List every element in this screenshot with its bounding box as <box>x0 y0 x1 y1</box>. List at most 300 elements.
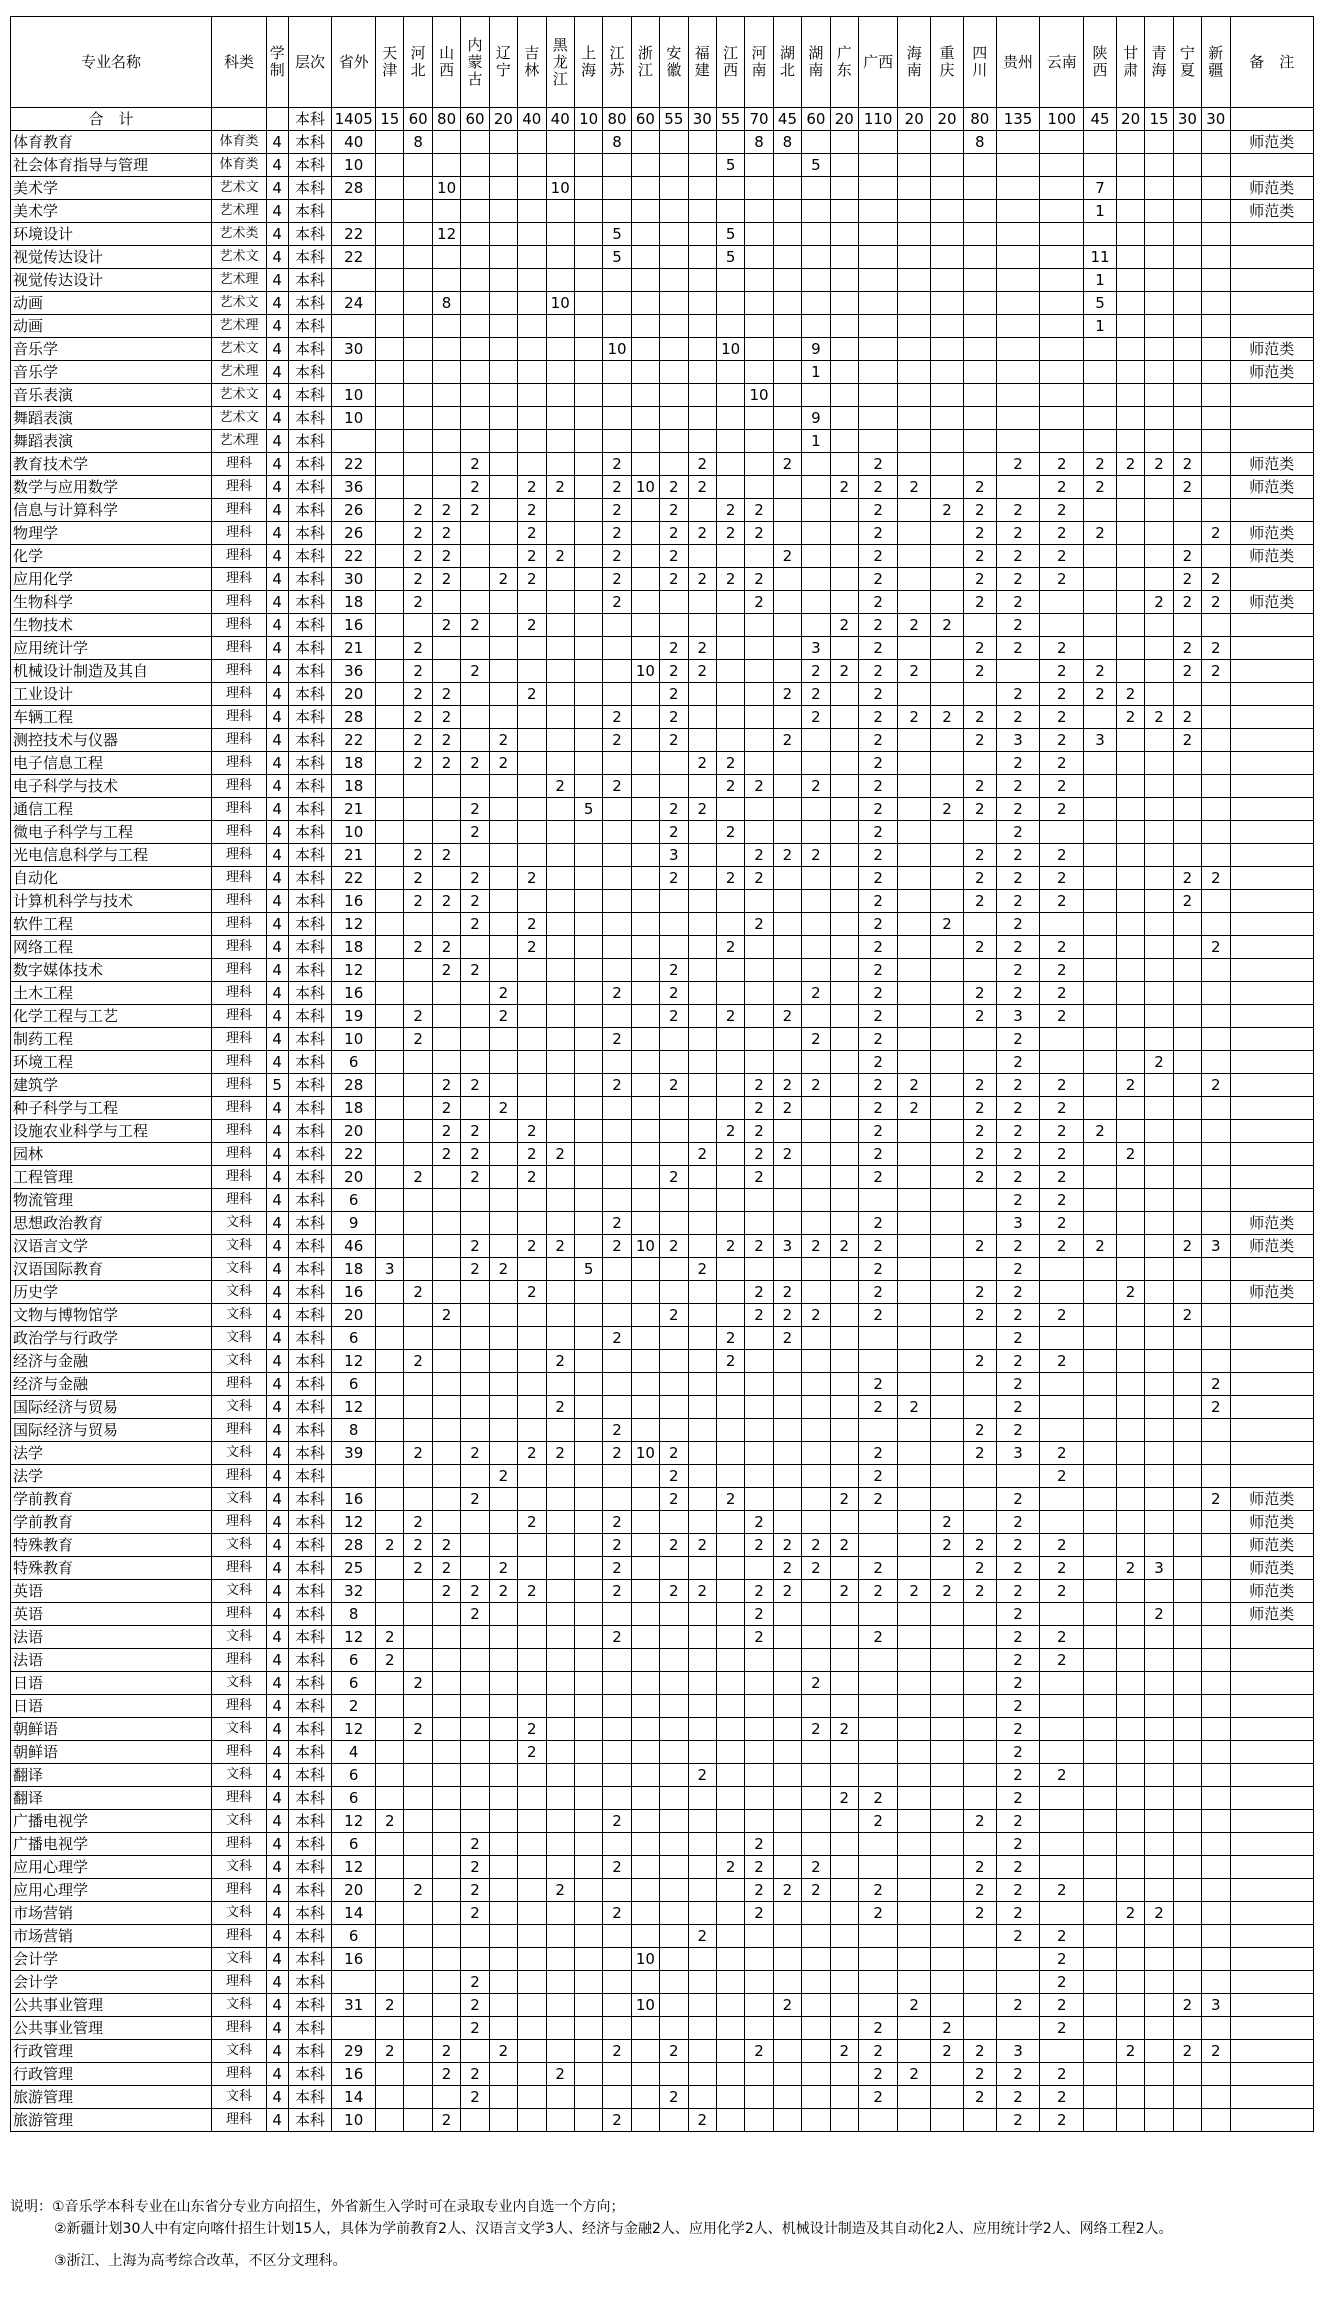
table-cell: 1 <box>1084 269 1117 292</box>
table-cell <box>688 131 716 154</box>
table-cell <box>1173 177 1201 200</box>
table-cell: 2 <box>963 499 996 522</box>
table-cell <box>1084 936 1117 959</box>
table-cell <box>898 1051 931 1074</box>
table-cell <box>931 1856 964 1879</box>
remark-cell: 师范类 <box>1230 1603 1314 1626</box>
table-cell <box>1040 1672 1084 1695</box>
table-cell <box>1145 775 1173 798</box>
table-cell <box>489 315 517 338</box>
table-cell: 2 <box>858 499 897 522</box>
major-name-cell: 音乐学 <box>11 338 212 361</box>
table-row <box>11 1212 1314 1235</box>
table-cell <box>716 1695 744 1718</box>
table-cell: 22 <box>332 246 376 269</box>
table-cell <box>404 913 432 936</box>
table-cell <box>1084 775 1117 798</box>
table-cell <box>574 1051 602 1074</box>
table-cell <box>461 1626 489 1649</box>
table-cell <box>376 269 404 292</box>
table-cell: 12 <box>332 1350 376 1373</box>
table-cell <box>1116 361 1144 384</box>
table-cell: 2 <box>996 1787 1040 1810</box>
table-cell <box>745 177 773 200</box>
table-cell <box>1202 1879 1230 1902</box>
table-cell <box>1173 1764 1201 1787</box>
major-name-cell: 物理学 <box>11 522 212 545</box>
major-name-cell: 思想政治教育 <box>11 1212 212 1235</box>
table-cell <box>1202 223 1230 246</box>
table-cell <box>802 1764 830 1787</box>
table-cell: 2 <box>802 1672 830 1695</box>
table-cell <box>716 982 744 1005</box>
table-cell <box>716 131 744 154</box>
table-cell <box>1116 1626 1144 1649</box>
table-cell <box>1116 1856 1144 1879</box>
table-cell <box>489 890 517 913</box>
table-cell <box>518 430 546 453</box>
table-cell <box>830 1074 858 1097</box>
major-name-cell: 动画 <box>11 315 212 338</box>
table-cell: 2 <box>1040 1120 1084 1143</box>
major-name-cell: 经济与金融 <box>11 1373 212 1396</box>
table-cell <box>461 384 489 407</box>
table-cell <box>963 1603 996 1626</box>
table-cell <box>660 1511 688 1534</box>
table-cell: 2 <box>603 1626 631 1649</box>
table-cell: 2 <box>963 1856 996 1879</box>
table-cell <box>898 1281 931 1304</box>
table-cell: 16 <box>332 890 376 913</box>
table-cell <box>376 2063 404 2086</box>
table-cell <box>830 154 858 177</box>
table-cell <box>631 867 659 890</box>
table-cell <box>802 476 830 499</box>
table-cell <box>830 1396 858 1419</box>
remark-cell <box>1230 315 1314 338</box>
table-cell: 理科 <box>212 545 267 568</box>
table-cell <box>963 1764 996 1787</box>
table-cell: 本科 <box>288 1235 332 1258</box>
table-cell <box>688 499 716 522</box>
table-cell: 2 <box>716 568 744 591</box>
table-cell <box>830 1258 858 1281</box>
table-cell <box>996 660 1040 683</box>
table-cell <box>1116 338 1144 361</box>
table-cell: 2 <box>432 936 460 959</box>
table-cell: 3 <box>1145 1557 1173 1580</box>
table-cell: 32 <box>332 1580 376 1603</box>
table-cell <box>574 2017 602 2040</box>
major-name-cell: 朝鲜语 <box>11 1741 212 1764</box>
table-cell <box>546 131 574 154</box>
table-cell <box>546 913 574 936</box>
table-cell <box>376 1028 404 1051</box>
major-name-cell: 计算机科学与技术 <box>11 890 212 913</box>
table-cell <box>1173 1879 1201 1902</box>
table-cell <box>376 1787 404 1810</box>
table-cell <box>546 1649 574 1672</box>
remark-cell <box>1230 1304 1314 1327</box>
table-cell: 6 <box>332 1051 376 1074</box>
table-cell: 理科 <box>212 706 267 729</box>
total-row <box>11 108 1314 131</box>
table-cell <box>1202 890 1230 913</box>
table-cell <box>574 1649 602 1672</box>
table-cell <box>461 591 489 614</box>
table-row <box>11 545 1314 568</box>
table-cell: 4 <box>266 2040 288 2063</box>
table-cell <box>546 315 574 338</box>
table-cell <box>898 982 931 1005</box>
table-cell: 2 <box>432 614 460 637</box>
table-cell <box>546 1074 574 1097</box>
table-cell <box>518 1833 546 1856</box>
table-cell <box>802 729 830 752</box>
table-cell <box>688 1902 716 1925</box>
table-cell <box>660 1672 688 1695</box>
table-cell: 2 <box>996 1718 1040 1741</box>
table-cell <box>1173 1580 1201 1603</box>
table-cell <box>1084 1626 1117 1649</box>
table-cell: 2 <box>858 1396 897 1419</box>
table-cell: 2 <box>546 1350 574 1373</box>
table-cell <box>404 2086 432 2109</box>
table-cell <box>1173 2017 1201 2040</box>
table-cell <box>518 292 546 315</box>
table-cell <box>773 1948 801 1971</box>
table-cell <box>773 1672 801 1695</box>
table-cell <box>518 1994 546 2017</box>
table-cell: 28 <box>332 1534 376 1557</box>
table-cell <box>432 1350 460 1373</box>
table-cell: 4 <box>266 1051 288 1074</box>
table-cell <box>931 177 964 200</box>
table-cell: 本科 <box>288 706 332 729</box>
table-cell <box>898 1787 931 1810</box>
table-cell: 2 <box>518 683 546 706</box>
table-cell <box>376 959 404 982</box>
table-cell <box>489 1856 517 1879</box>
table-cell: 5 <box>802 154 830 177</box>
table-cell: 2 <box>461 1488 489 1511</box>
table-cell <box>546 1580 574 1603</box>
table-cell <box>802 2063 830 2086</box>
table-cell <box>546 568 574 591</box>
table-cell <box>773 522 801 545</box>
table-cell <box>1040 1787 1084 1810</box>
table-cell <box>631 315 659 338</box>
table-cell: 2 <box>963 1534 996 1557</box>
table-cell: 4 <box>266 1166 288 1189</box>
table-cell <box>546 1258 574 1281</box>
table-cell <box>660 1902 688 1925</box>
table-cell: 2 <box>773 1281 801 1304</box>
table-cell: 4 <box>266 476 288 499</box>
table-cell <box>489 1695 517 1718</box>
table-cell: 4 <box>266 959 288 982</box>
table-cell <box>546 1327 574 1350</box>
table-cell <box>745 1350 773 1373</box>
table-cell <box>773 821 801 844</box>
table-cell: 4 <box>266 1143 288 1166</box>
column-header: 云南 <box>1040 17 1084 108</box>
table-row <box>11 476 1314 499</box>
major-name-cell: 土木工程 <box>11 982 212 1005</box>
table-cell <box>461 246 489 269</box>
table-cell <box>574 775 602 798</box>
table-cell <box>432 361 460 384</box>
table-cell <box>1173 1672 1201 1695</box>
table-cell <box>773 2086 801 2109</box>
table-cell: 本科 <box>288 545 332 568</box>
table-cell <box>802 2109 830 2132</box>
table-cell: 4 <box>332 1741 376 1764</box>
table-cell <box>1040 154 1084 177</box>
table-cell <box>1116 1718 1144 1741</box>
table-cell <box>1145 1258 1173 1281</box>
table-cell: 2 <box>660 1488 688 1511</box>
table-cell <box>376 1948 404 1971</box>
table-cell <box>376 1396 404 1419</box>
table-cell: 8 <box>773 131 801 154</box>
remark-cell <box>1230 1143 1314 1166</box>
remark-cell: 师范类 <box>1230 1511 1314 1534</box>
table-cell <box>404 1856 432 1879</box>
table-cell: 2 <box>716 1005 744 1028</box>
table-cell <box>631 1143 659 1166</box>
table-cell: 2 <box>963 775 996 798</box>
table-cell <box>461 1327 489 1350</box>
table-cell <box>830 1442 858 1465</box>
table-cell <box>518 200 546 223</box>
table-cell: 2 <box>996 1396 1040 1419</box>
table-cell <box>830 1948 858 1971</box>
table-cell <box>1145 1833 1173 1856</box>
table-cell: 理科 <box>212 1649 267 1672</box>
table-cell: 2 <box>858 1787 897 1810</box>
table-row <box>11 1488 1314 1511</box>
table-cell <box>773 1695 801 1718</box>
table-cell: 2 <box>546 1235 574 1258</box>
table-cell <box>1116 177 1144 200</box>
table-cell: 4 <box>266 131 288 154</box>
table-cell: 2 <box>858 1258 897 1281</box>
table-cell: 本科 <box>288 1005 332 1028</box>
table-cell: 2 <box>461 1258 489 1281</box>
table-cell <box>745 936 773 959</box>
table-cell <box>631 1350 659 1373</box>
remark-cell <box>1230 821 1314 844</box>
table-cell <box>1145 131 1173 154</box>
table-cell <box>898 1189 931 1212</box>
table-cell <box>660 246 688 269</box>
table-cell <box>631 821 659 844</box>
table-cell <box>688 1488 716 1511</box>
table-cell: 2 <box>996 1097 1040 1120</box>
table-cell: 2 <box>546 1396 574 1419</box>
table-cell <box>745 982 773 1005</box>
table-cell <box>518 1212 546 1235</box>
table-cell <box>574 1994 602 2017</box>
table-cell <box>603 269 631 292</box>
table-cell: 2 <box>858 798 897 821</box>
table-cell <box>1084 568 1117 591</box>
table-cell <box>603 1764 631 1787</box>
table-cell <box>802 1143 830 1166</box>
column-header: 湖南 <box>802 17 830 108</box>
table-cell <box>489 660 517 683</box>
table-cell: 2 <box>858 522 897 545</box>
table-cell <box>546 614 574 637</box>
table-cell <box>489 1235 517 1258</box>
major-name-cell: 朝鲜语 <box>11 1718 212 1741</box>
table-cell <box>830 1603 858 1626</box>
table-cell: 2 <box>963 1442 996 1465</box>
column-header: 天津 <box>376 17 404 108</box>
table-cell: 2 <box>1202 660 1230 683</box>
table-cell: 2 <box>404 706 432 729</box>
table-cell <box>1202 683 1230 706</box>
table-cell <box>931 1925 964 1948</box>
remark-cell <box>1230 2086 1314 2109</box>
table-cell <box>1084 2040 1117 2063</box>
table-cell <box>631 1925 659 1948</box>
table-cell <box>1202 775 1230 798</box>
table-cell <box>745 292 773 315</box>
table-cell: 4 <box>266 499 288 522</box>
table-cell <box>830 292 858 315</box>
table-cell: 22 <box>332 729 376 752</box>
table-cell <box>802 752 830 775</box>
table-cell <box>1202 1028 1230 1051</box>
table-cell <box>1084 1787 1117 1810</box>
table-cell <box>376 430 404 453</box>
table-cell: 2 <box>546 2063 574 2086</box>
table-cell <box>931 131 964 154</box>
table-cell <box>745 2063 773 2086</box>
table-row <box>11 1189 1314 1212</box>
table-cell <box>802 1189 830 1212</box>
table-cell: 2 <box>518 614 546 637</box>
table-cell: 本科 <box>288 729 332 752</box>
table-cell: 14 <box>332 1902 376 1925</box>
table-cell: 20 <box>332 1120 376 1143</box>
table-cell <box>574 1948 602 1971</box>
table-cell <box>830 706 858 729</box>
major-name-cell: 应用心理学 <box>11 1879 212 1902</box>
table-cell <box>1173 1212 1201 1235</box>
table-cell <box>461 1672 489 1695</box>
table-cell <box>802 1810 830 1833</box>
table-cell: 2 <box>1040 1143 1084 1166</box>
table-cell <box>931 1948 964 1971</box>
table-cell: 2 <box>1040 1971 1084 1994</box>
table-cell <box>931 223 964 246</box>
table-cell <box>603 1166 631 1189</box>
table-cell: 2 <box>1145 1902 1173 1925</box>
table-cell: 2 <box>688 637 716 660</box>
table-cell <box>574 614 602 637</box>
table-cell <box>1084 1557 1117 1580</box>
table-cell <box>745 752 773 775</box>
table-cell: 2 <box>489 2040 517 2063</box>
table-cell: 2 <box>432 2109 460 2132</box>
table-cell: 2 <box>963 867 996 890</box>
table-cell: 4 <box>266 1879 288 1902</box>
table-cell <box>1202 1718 1230 1741</box>
table-cell <box>963 1258 996 1281</box>
table-cell <box>1116 660 1144 683</box>
table-cell <box>1084 821 1117 844</box>
table-cell: 2 <box>931 1511 964 1534</box>
major-name-cell: 软件工程 <box>11 913 212 936</box>
table-cell <box>376 292 404 315</box>
table-cell <box>1173 315 1201 338</box>
table-cell <box>1040 1028 1084 1051</box>
table-cell <box>546 1281 574 1304</box>
table-cell: 文科 <box>212 1626 267 1649</box>
table-cell <box>802 1649 830 1672</box>
table-cell: 20 <box>332 1166 376 1189</box>
table-cell <box>660 131 688 154</box>
table-cell <box>1145 1534 1173 1557</box>
table-cell <box>931 1304 964 1327</box>
table-cell <box>404 1419 432 1442</box>
table-cell <box>773 2040 801 2063</box>
table-cell: 本科 <box>288 499 332 522</box>
table-cell <box>574 1350 602 1373</box>
table-cell: 本科 <box>288 844 332 867</box>
table-cell <box>1202 246 1230 269</box>
table-cell <box>996 430 1040 453</box>
table-cell: 2 <box>461 752 489 775</box>
major-name-cell: 特殊教育 <box>11 1557 212 1580</box>
table-cell <box>660 1097 688 1120</box>
table-cell: 2 <box>1084 453 1117 476</box>
table-cell <box>716 2040 744 2063</box>
table-cell <box>898 223 931 246</box>
table-row <box>11 154 1314 177</box>
table-cell <box>574 1810 602 1833</box>
table-cell <box>1040 1856 1084 1879</box>
table-cell: 文科 <box>212 1396 267 1419</box>
table-row <box>11 890 1314 913</box>
table-cell: 5 <box>716 246 744 269</box>
table-cell: 12 <box>332 1810 376 1833</box>
table-row <box>11 660 1314 683</box>
table-cell <box>898 499 931 522</box>
table-cell <box>518 1419 546 1442</box>
table-cell <box>1084 499 1117 522</box>
table-cell <box>1084 1810 1117 1833</box>
table-cell <box>1116 200 1144 223</box>
table-cell: 2 <box>830 1488 858 1511</box>
table-cell <box>1116 752 1144 775</box>
table-cell: 2 <box>660 821 688 844</box>
table-cell <box>660 1281 688 1304</box>
table-cell: 2 <box>376 1534 404 1557</box>
table-cell: 本科 <box>288 1833 332 1856</box>
table-cell <box>773 775 801 798</box>
table-cell: 2 <box>603 1074 631 1097</box>
table-cell <box>1202 200 1230 223</box>
remark-cell <box>1230 683 1314 706</box>
table-cell <box>603 1189 631 1212</box>
table-cell <box>603 913 631 936</box>
remark-cell: 师范类 <box>1230 1281 1314 1304</box>
table-cell <box>631 1603 659 1626</box>
